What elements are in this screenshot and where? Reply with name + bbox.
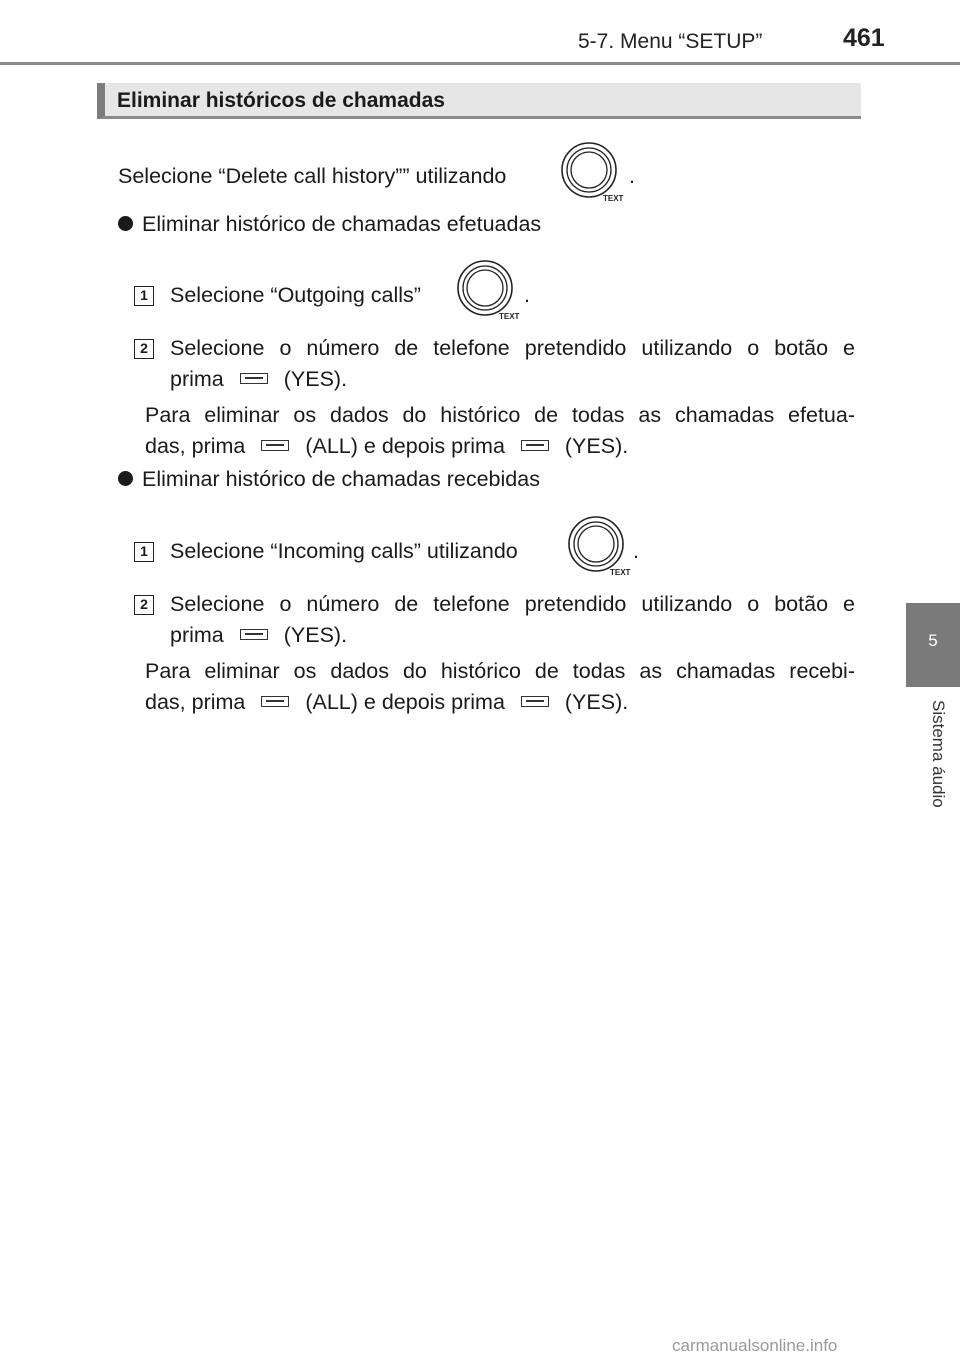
chapter-number: 5 [928,631,938,650]
tune-knob-icon [566,514,632,576]
section-heading [97,83,861,119]
outgoing-subheading: Eliminar histórico de chamadas efetuadas [118,211,541,237]
step-badge-1: 1 [134,542,154,562]
preset-key-icon [240,629,268,640]
intro-end: . [629,164,635,188]
outgoing-step2-line1: Selecione o número de telefone pretendido utilizando o botão e [170,336,855,360]
chapter-label: Sistema áudio [929,700,948,808]
intro-text: Selecione “Delete call history”” utilizando [118,164,507,188]
incoming-note-line1: Para eliminar os dados do histórico de todas as chamadas recebi- [145,659,855,683]
knob-label: TEXT [603,194,624,202]
page-number: 461 [843,24,885,52]
section-heading-text: Eliminar históricos de chamadas [117,89,445,112]
step-badge-1: 1 [134,286,154,306]
step-badge-2: 2 [134,595,154,615]
tune-knob-icon [559,140,625,202]
preset-key-icon [261,440,289,451]
watermark: carmanualsonline.info [672,1336,838,1355]
header-section-title: 5-7. Menu “SETUP” [578,30,763,53]
header-divider [0,62,960,65]
incoming-note-line2: das, prima (ALL) e depois prima (YES). [145,690,629,714]
step-badge-2: 2 [134,339,154,359]
preset-key-icon [240,373,268,384]
outgoing-note-line1: Para eliminar os dados do histórico de todas as chamadas efetua- [145,403,855,427]
incoming-subheading: Eliminar histórico de chamadas recebidas [118,466,540,492]
outgoing-step1-end: . [524,283,530,307]
knob-label: TEXT [610,568,631,576]
knob-label: TEXT [499,312,520,320]
bullet-icon [118,216,133,231]
bullet-icon [118,471,133,486]
preset-key-icon [521,696,549,707]
incoming-step1-text: Selecione “Incoming calls” utilizando [170,539,518,563]
outgoing-step1-text: Selecione “Outgoing calls” [170,283,421,307]
chapter-tab [906,603,960,687]
tune-knob-icon [455,258,521,320]
preset-key-icon [261,696,289,707]
outgoing-note-line2: das, prima (ALL) e depois prima (YES). [145,434,629,458]
incoming-step2-line1: Selecione o número de telefone pretendido utilizando o botão e [170,592,855,616]
incoming-step2-line2: prima (YES). [170,623,348,647]
outgoing-step2-line2: prima (YES). [170,367,348,391]
preset-key-icon [521,440,549,451]
incoming-step1-end: . [633,539,639,563]
